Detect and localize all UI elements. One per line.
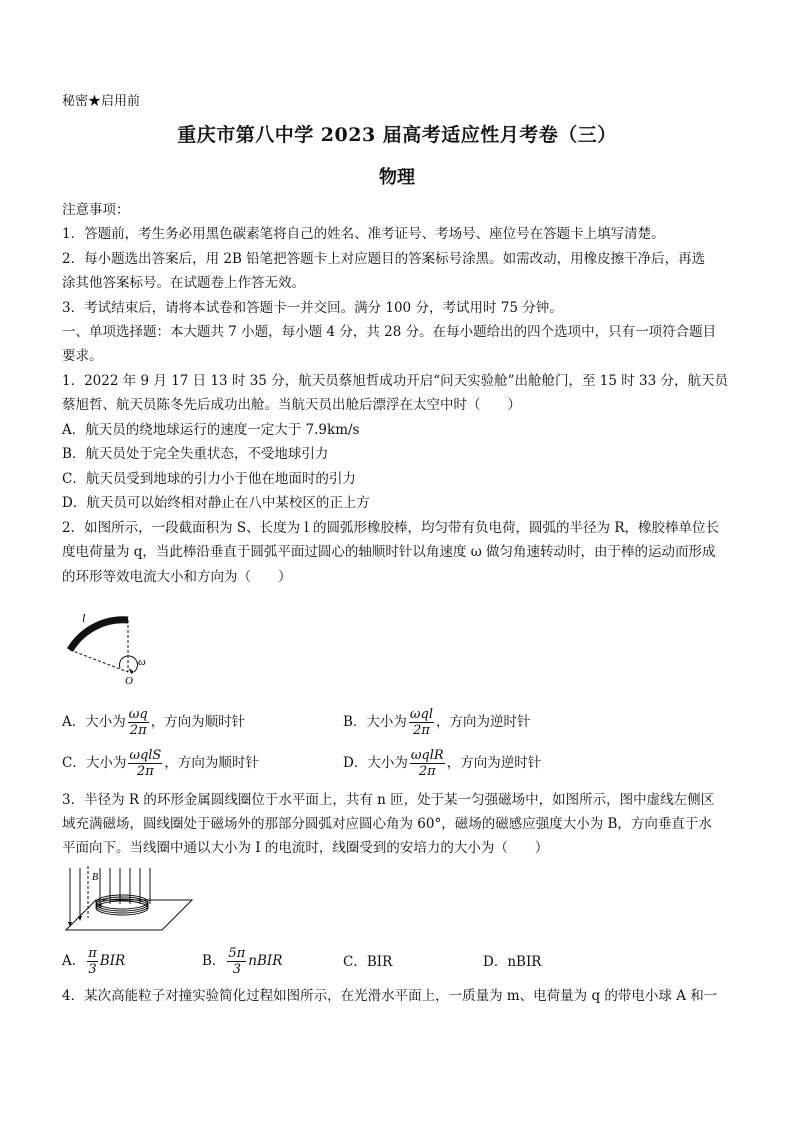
q3-option-b-fraction: [227, 946, 246, 977]
magnetic-field-lines: [70, 868, 150, 926]
label-o: O: [125, 675, 133, 687]
q2-option-c-numerator: ωqlS: [129, 748, 162, 763]
q2-option-c-fraction: [128, 748, 162, 779]
q3-option-a-numerator: π: [88, 946, 97, 961]
q2-option-b: [343, 707, 531, 738]
rotation-arrow-head: [129, 668, 134, 674]
q2-option-a-numerator: ωq: [128, 707, 148, 722]
notice-item-2a: 2．每小题选出答案后，用 2B 铅笔把答题卡上对应题目的答案标号涂黑。如需改动，用橡皮擦干净后，再选: [62, 251, 706, 267]
q2-option-a-prefix: A．大小为: [62, 714, 126, 730]
q2-option-a: [62, 707, 245, 738]
label-b: B: [92, 872, 99, 883]
radius-dashed-line-2: [70, 650, 128, 672]
section1-heading-b: 要求。: [62, 348, 103, 364]
q2-arc-rod-figure: [62, 610, 152, 690]
q2-stem-b: 度电荷量为 q，当此棒沿垂直于圆弧平面过圆心的轴顺时针以角速度 ω 做匀角速转动时，由于棒的运动而形成: [62, 544, 716, 560]
section1-heading-a: 一、单项选择题：本大题共 7 小题，每小题 4 分，共 28 分。在每小题给出的四个选项中，只有一项符合题目: [62, 324, 717, 340]
q2-option-b-prefix: B．大小为: [343, 714, 407, 730]
notice-item-3: 3．考试结束后，请将本试卷和答题卡一并交回。满分 100 分，考试用时 75 分钟。: [62, 300, 563, 316]
q2-option-a-fraction: [128, 707, 149, 738]
q2-stem-c: 的环形等效电流大小和方向为（ ）: [62, 569, 292, 585]
q3-option-a-denominator: 3: [88, 962, 97, 977]
q2-option-b-fraction: [409, 707, 434, 738]
q1-stem-b: 蔡旭哲、航天员陈冬先后成功出舱。当航天员出舱后漂浮在太空中时（ ）: [62, 397, 521, 413]
q2-option-d-denominator: 2π: [418, 764, 436, 779]
q2-option-b-suffix: ，方向为逆时针: [436, 714, 531, 730]
q3-option-b-prefix: B．: [202, 953, 226, 969]
q3-option-a: [62, 946, 125, 977]
q3-option-a-fraction: [87, 946, 98, 977]
label-omega: ω: [138, 656, 146, 668]
q2-option-c-suffix: ，方向为顺时针: [164, 755, 259, 771]
q4-stem-a: 4．某次高能粒子对撞实验简化过程如图所示，在光滑水平面上，一质量为 m、电荷量为 q 的带电小球 A 和一: [62, 988, 718, 1004]
notice-item-2b: 涂其他答案标号。在试题卷上作答无效。: [62, 275, 305, 291]
notice-heading: 注意事项：: [62, 202, 130, 218]
q2-option-a-denominator: 2π: [129, 723, 147, 738]
q3-option-c: C．BIR: [343, 954, 393, 970]
q1-option-d: D．航天员可以始终相对静止在八中某校区的正上方: [62, 495, 370, 511]
q3-option-d: D．nBIR: [483, 954, 542, 970]
q2-option-c-denominator: 2π: [136, 764, 154, 779]
q2-option-c-prefix: C．大小为: [62, 755, 127, 771]
notice-item-1: 1．答题前，考生务必用黑色碳素笔将自己的姓名、准考证号、考场号、座位号在答题卡上填写清楚。: [62, 226, 665, 242]
q2-option-d-suffix: ，方向为逆时针: [446, 755, 542, 771]
q3-option-b-denominator: 3: [232, 962, 241, 977]
rubber-rod-arc: [70, 620, 128, 650]
q2-option-b-numerator: ωql: [409, 707, 434, 722]
q1-option-c: C．航天员受到地球的引力小于他在地面时的引力: [62, 471, 356, 487]
q3-coil-magnetic-field-figure: [62, 864, 197, 934]
q2-option-c: [62, 748, 259, 779]
subject-title: 物理: [379, 167, 415, 188]
q1-option-a: A．航天员的绕地球运行的速度一定大于 7.9km/s: [62, 422, 360, 438]
q2-option-a-suffix: ，方向为顺时针: [150, 714, 246, 730]
q2-option-d: [343, 748, 541, 779]
q3-stem-b: 域充满磁场，圆线圈处于磁场外的那部分圆弧对应圆心角为 60°，磁场的磁感应强度大小为 B，方向垂直于水: [62, 816, 712, 832]
q3-option-a-prefix: A．: [62, 953, 86, 969]
q3-option-b: [202, 946, 282, 977]
q2-stem-a: 2．如图所示，一段截面积为 S、长度为 l 的圆弧形橡胶棒，均匀带有负电荷，圆弧的半径为 R，橡胶棒单位长: [62, 520, 719, 536]
q2-option-d-prefix: D．大小为: [343, 755, 408, 771]
q3-option-a-suffix: BIR: [99, 953, 126, 969]
q2-option-d-numerator: ωqlR: [410, 748, 444, 763]
q3-option-b-suffix: nBIR: [248, 953, 283, 969]
secret-mark: 秘密★启用前: [62, 94, 141, 109]
q2-option-d-fraction: [410, 748, 445, 779]
q3-option-b-numerator: 5π: [228, 946, 246, 961]
q3-stem-a: 3．半径为 R 的环形金属圆线圈位于水平面上，共有 n 匝，处于某一匀强磁场中，如图所示，图中虚线左侧区: [62, 792, 715, 808]
q3-stem-c: 平面向下。当线圈中通以大小为 I 的电流时，线圈受到的安培力的大小为（ ）: [62, 840, 549, 856]
q1-option-b: B．航天员处于完全失重状态，不受地球引力: [62, 446, 329, 462]
q2-option-b-denominator: 2π: [413, 723, 430, 738]
label-l: l: [82, 611, 86, 625]
q1-stem-a: 1．2022 年 9 月 17 日 13 时 35 分，航天员蔡旭哲成功开启“问天实验舱”出舱舱门，至 15 时 33 分，航天员: [62, 373, 729, 389]
exam-title: 重庆市第八中学 2023 届高考适应性月考卷（三）: [177, 124, 617, 146]
